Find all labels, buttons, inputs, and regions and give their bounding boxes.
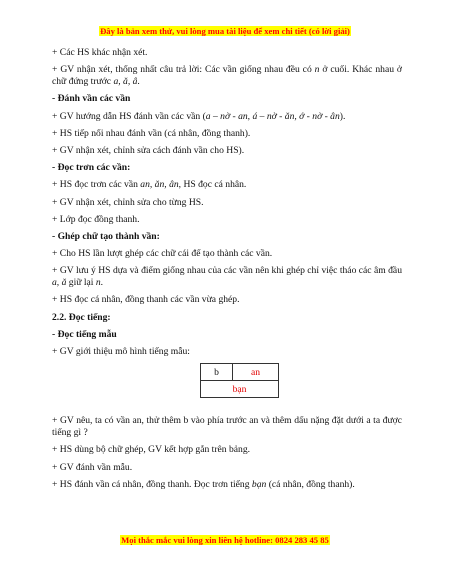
text-line (52, 265, 402, 289)
section-heading: - Ghép chữ tạo thành vần: (52, 230, 160, 242)
text-line: + Lớp đọc đồng thanh. (52, 213, 140, 225)
text-line: + GV nhận xét, chỉnh sửa cho từng HS. (52, 196, 204, 208)
text-line: + GV đánh vần mẫu. (52, 461, 133, 473)
text-segment: + HS đánh vần cá nhân, đồng thanh. Đọc trơn tiếng (52, 478, 252, 490)
rhyme-cell: an (233, 364, 279, 381)
hotline-banner (0, 535, 450, 545)
text-line: + HS tiếp nối nhau đánh vần (cá nhân, đồng thanh). (52, 127, 251, 139)
text-segment: + GV hướng dẫn HS đánh vần các vần ( (52, 110, 206, 122)
section-heading: - Đọc tiếng mẫu (52, 328, 117, 340)
italic-segment: n (314, 64, 320, 76)
section-heading: - Đọc trơn các vần: (52, 162, 131, 174)
italic-segment: a, ă (52, 277, 67, 289)
text-line: + GV giới thiệu mô hình tiếng mẫu: (52, 346, 190, 357)
text-line: + HS đọc cá nhân, đồng thanh các vần vừa ghép. (52, 294, 240, 306)
section-heading: - Đánh vần các vần (52, 93, 131, 105)
text-line (52, 179, 402, 191)
text-segment: + GV lưu ý HS dựa và điểm giống nhau của các vần nên khi ghép chỉ việc tháo các âm đầu (52, 265, 402, 277)
text-segment: + GV nhận xét, thống nhất câu trả lời: Các vần giống nhau đều có (52, 64, 315, 76)
italic-segment: bạn (251, 478, 267, 490)
lines-before-table (52, 47, 402, 358)
italic-segment: an, ăn, ân (140, 179, 179, 191)
text-line: + GV nêu, ta có vần an, thử thêm b vào phía trước an và thêm dấu nặng đặt dưới a ta được tiếng gì ? (52, 415, 402, 439)
text-segment: , HS đọc cá nhân. (178, 179, 247, 191)
text-line (52, 479, 402, 491)
text-segment: ở cuối. Khác nhau ở chữ đứng trước (52, 64, 402, 88)
text-segment: giữ lại (66, 277, 96, 289)
text-line: + Các HS khác nhận xét. (52, 47, 148, 58)
text-line (52, 111, 402, 123)
hotline-banner-text: Mọi thắc mắc vui lòng xin liên hệ hotline: 0824 283 45 85 (121, 535, 329, 545)
text-segment: + HS đọc trơn các vần (52, 179, 141, 191)
text-segment: ). (339, 110, 346, 122)
text-segment: . (100, 277, 104, 289)
italic-segment: n (95, 277, 101, 289)
preview-banner-text: Đây là bản xem thử, vui lòng mua tài liệu để xem chi tiết (có lời giải) (100, 26, 350, 36)
lines-after-table (52, 415, 402, 491)
italic-segment: a, ă, â (113, 76, 138, 88)
onset-cell: b (201, 364, 233, 381)
word-model-table (200, 363, 279, 398)
text-segment: . (137, 76, 140, 88)
document-body (52, 47, 402, 496)
text-line: + HS dùng bộ chữ ghép, GV kết hợp gắn trên bảng. (52, 444, 251, 456)
preview-banner (0, 26, 450, 36)
italic-segment: a – nờ - an, á – nờ - ăn, ớ - nờ - ân (205, 110, 340, 122)
text-line: + Cho HS lần lượt ghép các chữ cái để tạo thành các vần. (52, 248, 273, 260)
text-line: + GV nhận xét, chỉnh sửa cách đánh vần cho HS). (52, 144, 245, 156)
section-heading: 2.2. Đọc tiếng: (52, 311, 111, 323)
text-segment: (cá nhân, đồng thanh). (266, 478, 355, 490)
word-cell: bạn (201, 381, 279, 398)
text-line (52, 64, 402, 88)
